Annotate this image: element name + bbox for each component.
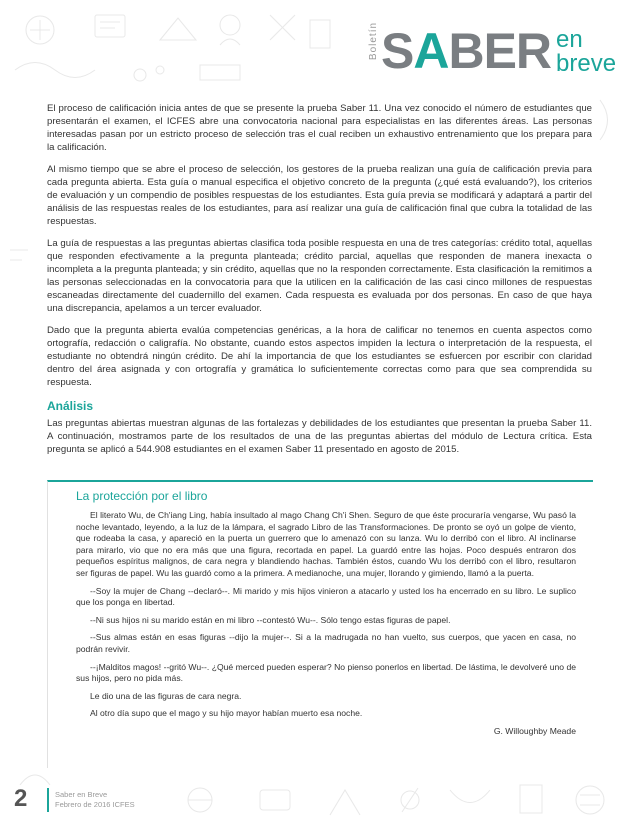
analisis-paragraph: Las preguntas abiertas muestran algunas de las fortalezas y debilidades de los estudiantes que presentan la prueba Saber 11. A continuación, mostramos parte de los resultados de una de las preguntas abiertas del módulo de Lectura crítica. Esta pregunta se aplicó a 544.908 estudiantes en el examen Saber 11 presentado en agosto de 2015. (47, 418, 592, 455)
masthead (0, 0, 638, 90)
footer-publication: Saber en Breve (55, 790, 108, 799)
boletin-label: Boletín (368, 21, 379, 61)
saber-logo-a: A (413, 23, 449, 79)
logo-breve: breve (556, 50, 617, 77)
story-paragraph-2: --Soy la mujer de Chang --declaró--. Mi marido y mis hijos vinieron a atacarlo y usted los ha encerrado en su libro. Le suplico que los ponga en libertad. (76, 585, 576, 608)
story-paragraph-6: Le dio una de las figuras de cara negra. (90, 690, 242, 701)
story-paragraph-7: Al otro día supo que el mago y su hijo mayor habían muerto esa noche. (90, 708, 363, 719)
intro-paragraph-4: Dado que la pregunta abierta evalúa competencias genéricas, a la hora de calificar no tenemos en cuenta aspectos como ortografía, redacción o caligrafía. No obstante, cuando estos aspectos impiden la lectura o interpretación de la respuesta, el estudiante no obtendrá ningún crédito. De ahí la importancia de que los estudiantes se esfuercen por escribir con claridad dentro del área asignada y con ortografía y gramática lo suficientemente correctas como para que sea comprendida su respuesta. (47, 325, 592, 388)
story-box (47, 480, 593, 768)
story-title: La protección por el libro (76, 489, 208, 503)
saber-logo (381, 23, 552, 79)
intro-paragraph-3: La guía de respuestas a las preguntas abiertas clasifica toda posible respuesta en una de tres categorías: crédito total, aquellas que responden efectivamente a la pregunta planteada; crédito parcial, aquellas que responden de manera inexacta o incompleta a la pregunta planteada; y sin crédito, aquellas que no la responden correctamente. Esta clasificación la remitimos a las personas seleccionadas en la convocatoria para que la utilicen en la calificación de las casi cinco millones de respuestas escaneadas directamente del cuadernillo del examen. Cada respuesta es evaluada por dos personas. En caso de que haya una discrepancia, apelamos a un tercer evaluador. (47, 238, 592, 314)
intro-paragraph-2: Al mismo tiempo que se abre el proceso de selección, los gestores de la prueba realizan una guía de calificación previa para cada pregunta abierta. Esta guía o manual especifica el objetivo concreto de la pregunta (¿qué está evaluando?), los criterios de evaluación y un compendio de posibles respuestas de los estudiantes. Esta guía previa se modificará y adaptará a partir del análisis de las respuestas reales de los estudiantes, para así realizar una guía de calificación final que cubra la totalidad de las respuestas. (47, 164, 592, 227)
footer-divider (47, 788, 49, 812)
logo-en: en (556, 26, 583, 53)
story-author: G. Willoughby Meade (493, 725, 576, 736)
page-number: 2 (14, 785, 28, 812)
intro-text (47, 102, 592, 398)
story-paragraph-1: El literato Wu, de Ch'iang Ling, había insultado al mago Chang Ch'i Shen. Seguro de que éste procuraría vengarse, Wu pasó la noche levantado, leyendo, a la luz de la lámpara, el sagrado Libro de las Transformaciones. De pronto se oyó un golpe de viento, que rodeaba la casa, y apareció en la puerta un guerrero que lo amenazó con su lanza. Wu lo derribó con el libro. Al inclinarse para mirarlo, vio que no era más que una figura, recortada en papel. La guardó entre las hojas. Poco después entraron dos pequeños espíritus malignos, de cara negra y blandiendo hachas. También éstos, cuando Wu los derribó con el libro, resultaron ser figuras de papel. Wu las guardó como a la primera. A medianoche, una mujer, llorando y gimiendo, llamó a la puerta. (76, 510, 576, 578)
saber-logo-ber: BER (448, 23, 552, 79)
saber-logo-s: S (381, 23, 414, 79)
intro-paragraph-1: El proceso de calificación inicia antes de que se presente la prueba Saber 11. Una vez conocido el número de estudiantes que presentarán el examen, el ICFES abre una convocatoria nacional para especialistas en las diferentes áreas. Las personas interesadas pasan por un estricto proceso de selección tras el cual reciben un exhaustivo entrenamiento que los prepara para la calificación. (47, 103, 592, 153)
analisis-heading: Análisis (47, 399, 94, 413)
story-paragraph-4: --Sus almas están en esas figuras --dijo la mujer--. Si a la madrugada no han vuelto, sus cuerpos, que yacen en casa, no podrán revivir. (76, 632, 576, 654)
footer-date: Febrero de 2016 ICFES (55, 800, 135, 809)
story-body (76, 510, 576, 744)
story-paragraph-5: --¡Malditos magos! --gritó Wu--. ¿Qué merced pueden esperar? No pienso ponerlos en libertad. De lástima, le devolveré uno de sus hijos, pero no pida más. (76, 661, 576, 684)
story-paragraph-3: --Ni sus hijos ni su marido están en mi libro --contestó Wu--. Sólo tengo estas figuras de papel. (90, 614, 451, 625)
